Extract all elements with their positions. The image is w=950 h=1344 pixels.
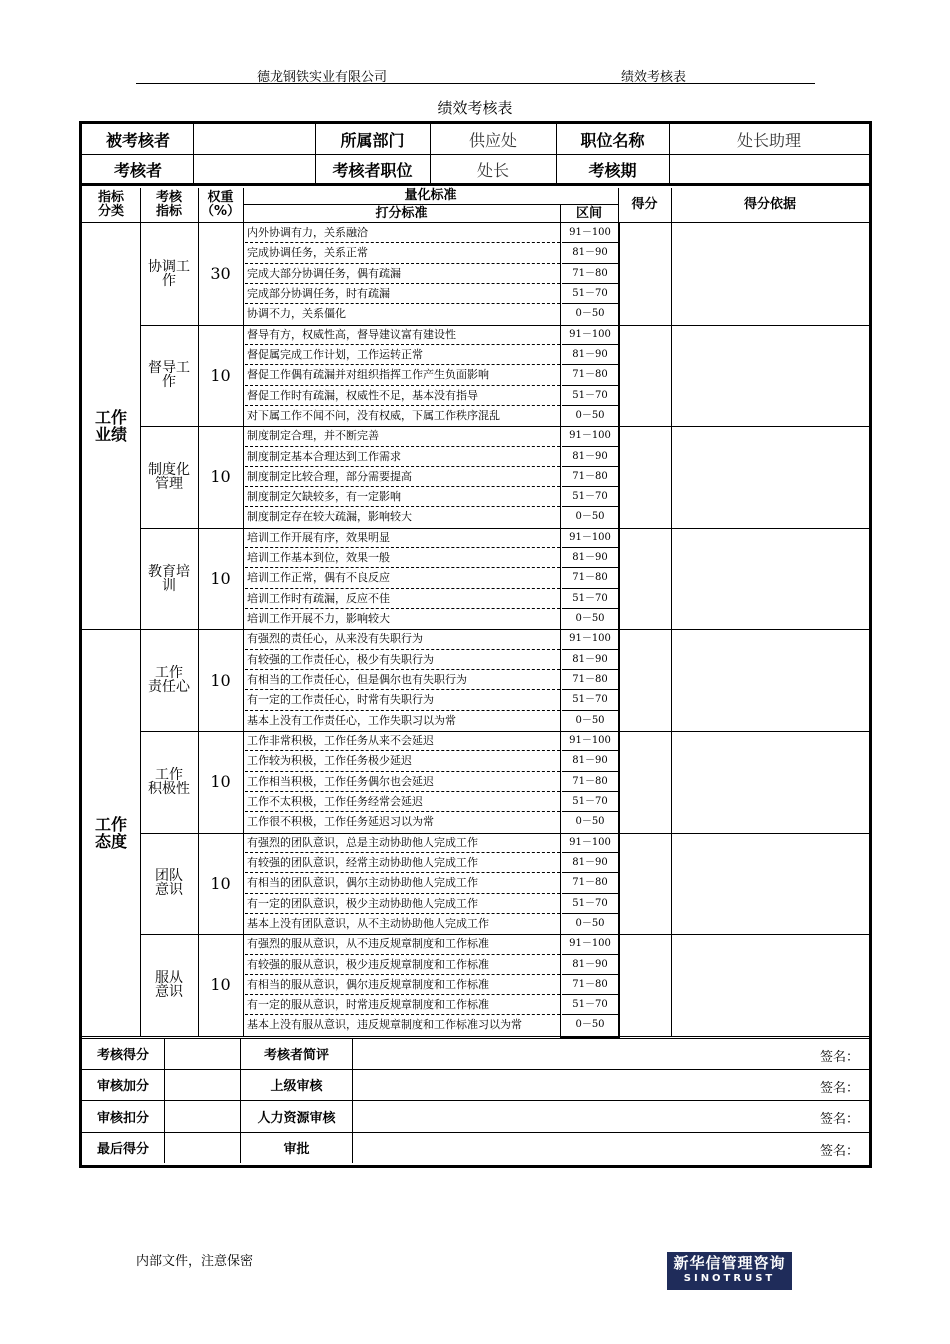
period-field[interactable]	[669, 155, 869, 184]
range-text: 91－100	[562, 629, 618, 649]
score-field[interactable]	[619, 528, 670, 630]
bottom-mid-label: 人力资源审核	[257, 1110, 336, 1126]
range-text: 91－100	[562, 426, 618, 446]
range-text: 71－80	[562, 975, 618, 995]
range-text: 0－50	[575, 1019, 605, 1031]
criteria-text: 完成协调任务，关系正常	[245, 243, 560, 263]
criteria-text: 有相当的工作责任心，但是偶尔也有失职行为	[245, 670, 560, 690]
criteria-text: 有强烈的责任心，从来没有失职行为	[245, 629, 560, 649]
criteria-text: 工作不太积极，工作任务经常会延迟	[245, 792, 560, 812]
bottom-comment-field[interactable]	[353, 1069, 869, 1100]
criteria-text: 工作非常积极，工作任务从来不会延迟	[245, 731, 560, 751]
criteria-text: 督促工作时有疏漏，权威性不足，基本没有指导	[245, 386, 560, 406]
range-text: 0－50	[575, 917, 605, 929]
basis-field[interactable]	[672, 223, 869, 325]
criteria-text: 培训工作正常，偶有不良反应	[245, 568, 560, 588]
col-weight: 权重 （%）	[200, 190, 241, 219]
score-field[interactable]	[619, 629, 670, 731]
range-text: 51－70	[562, 487, 618, 507]
bottom-comment-field[interactable]	[353, 1100, 869, 1131]
criteria-text: 有较强的团队意识，经常主动协助他人完成工作	[245, 853, 560, 873]
criteria-text: 制度制定合理，并不断完善	[245, 426, 560, 446]
sign-label: 签名：	[820, 1049, 860, 1065]
indicator-name: 工作 责任心	[148, 665, 190, 696]
range-text: 81－90	[562, 955, 618, 975]
criteria-text: 督导有方，权威性高，督导建议富有建设性	[245, 325, 560, 345]
criteria-text: 工作相当积极，工作任务偶尔也会延迟	[245, 772, 560, 792]
bottom-left-field[interactable]	[165, 1100, 240, 1131]
bottom-left-label: 审核扣分	[96, 1110, 149, 1126]
evaluator-pos-field[interactable]: 处长	[476, 161, 509, 180]
range-text: 71－80	[562, 568, 618, 588]
range-text: 71－80	[562, 873, 618, 893]
indicator-weight: 10	[210, 569, 231, 589]
range-text: 0－50	[575, 308, 605, 320]
footer-confidential: 内部文件，注意保密	[136, 1254, 254, 1269]
range-text: 71－80	[562, 365, 618, 385]
range-text: 51－70	[562, 690, 618, 710]
score-field[interactable]	[619, 934, 670, 1036]
basis-field[interactable]	[672, 934, 869, 1036]
range-text: 0－50	[575, 816, 605, 828]
indicator-weight: 10	[210, 975, 231, 995]
criteria-text: 基本上没有工作责任心，工作失职习以为常	[247, 713, 456, 727]
col-range: 区间	[575, 205, 602, 221]
range-text: 51－70	[562, 386, 618, 406]
indicator-name: 制度化 管理	[148, 461, 190, 492]
criteria-text: 督促属完成工作计划，工作运转正常	[245, 345, 560, 365]
range-text: 0－50	[575, 511, 605, 523]
criteria-text: 培训工作开展有序，效果明显	[245, 528, 560, 548]
sign-label: 签名：	[820, 1081, 860, 1097]
basis-field[interactable]	[672, 426, 869, 528]
criteria-text: 协调不力，关系僵化	[247, 307, 346, 321]
criteria-text: 基本上没有服从意识，违反规章制度和工作标准习以为常	[247, 1018, 522, 1032]
criteria-text: 工作很不积极，工作任务延迟习以为常	[247, 815, 434, 829]
col-score: 得分	[631, 197, 658, 212]
range-text: 91－100	[562, 325, 618, 345]
criteria-text: 内外协调有力，关系融洽	[245, 223, 560, 243]
range-text: 51－70	[562, 894, 618, 914]
bottom-left-label: 考核得分	[96, 1047, 149, 1063]
indicator-weight: 10	[210, 772, 231, 792]
criteria-text: 培训工作基本到位，效果一般	[245, 548, 560, 568]
indicator-name: 督导工 作	[148, 360, 190, 391]
bottom-left-field[interactable]	[165, 1069, 240, 1100]
header-company: 德龙钢铁实业有限公司	[257, 70, 388, 85]
header-doc-name: 绩效考核表	[621, 70, 687, 85]
evaluator-field[interactable]	[194, 155, 315, 184]
evaluatee-field[interactable]	[194, 124, 315, 155]
col-category: 指标 分类	[97, 190, 124, 219]
period-label: 考核期	[588, 161, 637, 180]
position-label: 职位名称	[580, 131, 645, 150]
indicator-weight: 10	[210, 873, 231, 893]
sinotrust-logo	[667, 1252, 792, 1290]
range-text: 71－80	[562, 264, 618, 284]
basis-field[interactable]	[672, 629, 869, 731]
range-text: 91－100	[562, 223, 618, 243]
criteria-text: 培训工作时有疏漏，反应不佳	[245, 589, 560, 609]
indicator-name: 教育培 训	[148, 563, 190, 594]
bottom-left-field[interactable]	[165, 1038, 240, 1069]
indicator-name: 服从 意识	[155, 969, 183, 1000]
header-rule	[136, 83, 815, 84]
basis-field[interactable]	[672, 731, 869, 833]
bottom-left-label: 审核加分	[96, 1079, 149, 1095]
bottom-comment-field[interactable]	[353, 1132, 869, 1163]
col-basis: 得分依据	[743, 197, 796, 212]
criteria-text: 基本上没有团队意识，从不主动协助他人完成工作	[247, 916, 489, 930]
score-field[interactable]	[619, 426, 670, 528]
indicator-name: 团队 意识	[155, 868, 183, 899]
criteria-text: 完成大部分协调任务，偶有疏漏	[245, 264, 560, 284]
indicator-weight: 10	[210, 365, 231, 385]
evaluation-form	[79, 121, 872, 1168]
category-label: 工作 态度	[94, 814, 127, 851]
range-text: 71－80	[562, 772, 618, 792]
range-text: 81－90	[562, 548, 618, 568]
criteria-text: 制度制定存在较大疏漏，影响较大	[247, 510, 412, 524]
criteria-text: 督促工作偶有疏漏并对组织指挥工作产生负面影响	[245, 365, 560, 385]
page-title: 绩效考核表	[437, 99, 513, 117]
indicator-name: 工作 积极性	[148, 766, 190, 797]
evaluatee-label: 被考核者	[105, 131, 170, 150]
logo-en: SINOTRUST	[683, 1273, 776, 1284]
range-text: 51－70	[562, 995, 618, 1015]
range-text: 81－90	[562, 243, 618, 263]
range-text: 91－100	[562, 731, 618, 751]
bottom-mid-label: 审批	[283, 1141, 310, 1157]
score-field[interactable]	[619, 325, 670, 427]
col-indicator: 考核 指标	[155, 190, 182, 219]
criteria-text: 有一定的工作责任心，时常有失职行为	[245, 690, 560, 710]
range-text: 81－90	[562, 650, 618, 670]
criteria-text: 培训工作开展不力，影响较大	[247, 612, 390, 626]
criteria-text: 工作较为积极，工作任务极少延迟	[245, 751, 560, 771]
criteria-text: 有一定的服从意识，时常违反规章制度和工作标准	[245, 995, 560, 1015]
evaluator-label: 考核者	[113, 161, 162, 180]
score-field[interactable]	[619, 223, 670, 325]
logo-cn: 新华信管理咨询	[673, 1254, 786, 1272]
criteria-text: 有较强的服从意识，极少违反规章制度和工作标准	[245, 955, 560, 975]
range-text: 0－50	[575, 714, 605, 726]
criteria-text: 有一定的团队意识，极少主动协助他人完成工作	[245, 894, 560, 914]
criteria-text: 有相当的团队意识，偶尔主动协助他人完成工作	[245, 873, 560, 893]
indicator-weight: 10	[210, 670, 231, 690]
indicator-name: 协调工 作	[148, 258, 190, 289]
bottom-left-field[interactable]	[165, 1132, 240, 1163]
range-text: 51－70	[562, 284, 618, 304]
criteria-text: 有强烈的团队意识，总是主动协助他人完成工作	[245, 833, 560, 853]
criteria-text: 对下属工作不闻不问，没有权威，下属工作秩序混乱	[247, 408, 500, 422]
range-text: 91－100	[562, 528, 618, 548]
range-text: 91－100	[562, 833, 618, 853]
range-text: 81－90	[562, 447, 618, 467]
sign-label: 签名：	[820, 1143, 860, 1159]
criteria-text: 制度制定欠缺较多，有一定影响	[245, 487, 560, 507]
basis-field[interactable]	[672, 325, 869, 427]
col-criteria: 打分标准	[375, 205, 428, 221]
range-text: 51－70	[562, 589, 618, 609]
criteria-text: 有较强的工作责任心，极少有失职行为	[245, 650, 560, 670]
indicator-weight: 30	[210, 264, 231, 284]
dept-field[interactable]: 供应处	[468, 131, 517, 150]
bottom-left-label: 最后得分	[96, 1141, 149, 1157]
range-text: 81－90	[562, 345, 618, 365]
score-field[interactable]	[619, 833, 670, 935]
criteria-text: 有相当的服从意识，偶尔违反规章制度和工作标准	[245, 975, 560, 995]
range-text: 0－50	[575, 409, 605, 421]
basis-field[interactable]	[672, 528, 869, 630]
range-text: 71－80	[562, 670, 618, 690]
range-text: 91－100	[562, 934, 618, 954]
sign-label: 签名：	[820, 1112, 860, 1128]
indicator-weight: 10	[210, 467, 231, 487]
range-text: 81－90	[562, 751, 618, 771]
range-text: 51－70	[562, 792, 618, 812]
range-text: 0－50	[575, 613, 605, 625]
bottom-mid-label: 考核者简评	[263, 1047, 329, 1063]
bottom-comment-field[interactable]	[353, 1038, 869, 1069]
position-field[interactable]: 处长助理	[736, 131, 801, 150]
criteria-text: 制度制定基本合理达到工作需求	[245, 447, 560, 467]
dept-label: 所属部门	[340, 131, 405, 150]
criteria-text: 制度制定比较合理，部分需要提高	[245, 467, 560, 487]
category-label: 工作 业绩	[94, 408, 127, 445]
criteria-text: 完成部分协调任务，时有疏漏	[245, 284, 560, 304]
range-text: 81－90	[562, 853, 618, 873]
bottom-mid-label: 上级审核	[270, 1079, 323, 1095]
basis-field[interactable]	[672, 833, 869, 935]
criteria-text: 有强烈的服从意识，从不违反规章制度和工作标准	[245, 934, 560, 954]
col-quant: 量化标准	[404, 188, 457, 203]
range-text: 71－80	[562, 467, 618, 487]
evaluator-pos-label: 考核者职位	[332, 161, 413, 180]
score-field[interactable]	[619, 731, 670, 833]
